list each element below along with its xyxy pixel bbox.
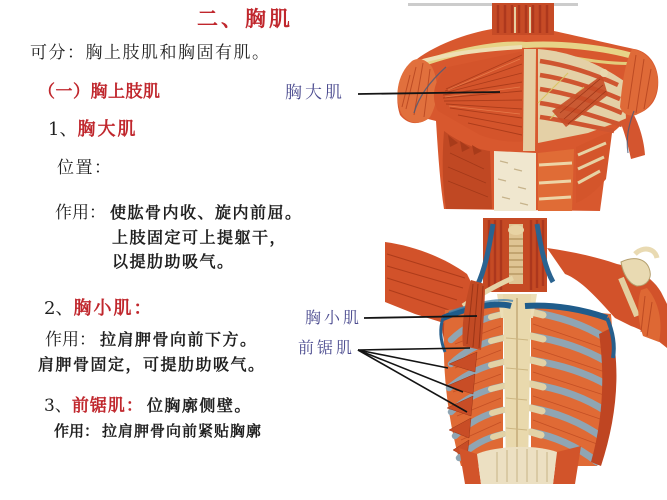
item1-number: 1、	[48, 119, 78, 140]
item2-heading	[44, 299, 153, 320]
intro-text: 可分：胸上肢肌和胸固有肌。	[30, 43, 271, 63]
item3-location: 位胸廓侧壁。	[146, 396, 252, 415]
section-heading: （一）胸上肢肌	[38, 82, 161, 102]
sternum	[523, 49, 536, 151]
item1-action-line1: 使肱骨内收、旋内前屈。	[110, 203, 303, 222]
item3-number: 3、	[44, 396, 72, 416]
figure-label-serratus-anterior: 前锯肌	[298, 338, 356, 357]
item3-action-text: 拉肩胛骨向前紧贴胸廓	[102, 422, 263, 440]
item2-name: 胸小肌：	[73, 298, 154, 319]
neck-muscles	[492, 3, 554, 35]
item1-heading	[48, 120, 137, 141]
item2-action-label: 作用：	[45, 330, 96, 350]
deep-chest-muscles-figure	[385, 218, 667, 486]
item3-name: 前锯肌：	[71, 396, 144, 416]
item2-action-line1: 拉肩胛骨向前下方。	[100, 330, 258, 349]
superficial-chest-muscles-figure	[388, 3, 667, 218]
item1-action-label: 作用：	[55, 203, 106, 223]
item3-action-label: 作用：	[54, 422, 100, 440]
figure-label-pectoralis-major: 胸大肌	[285, 83, 345, 103]
figure-label-pectoralis-minor: 胸小肌	[305, 308, 363, 327]
item2-number: 2、	[44, 298, 74, 319]
item1-action-line3: 以提肋助吸气。	[112, 252, 235, 271]
item1-position-label: 位置：	[57, 158, 113, 178]
page-title: 二、胸肌	[197, 6, 293, 31]
item1-action-row	[55, 204, 303, 224]
item2-action-row	[45, 331, 258, 351]
item1-name: 胸大肌	[77, 119, 138, 140]
item3-action-row	[54, 423, 262, 440]
item2-action-line2: 肩胛骨固定，可提肋助吸气。	[38, 355, 266, 374]
item1-action-line2: 上肢固定可上提躯干，	[112, 228, 288, 247]
item3-heading	[44, 397, 252, 417]
